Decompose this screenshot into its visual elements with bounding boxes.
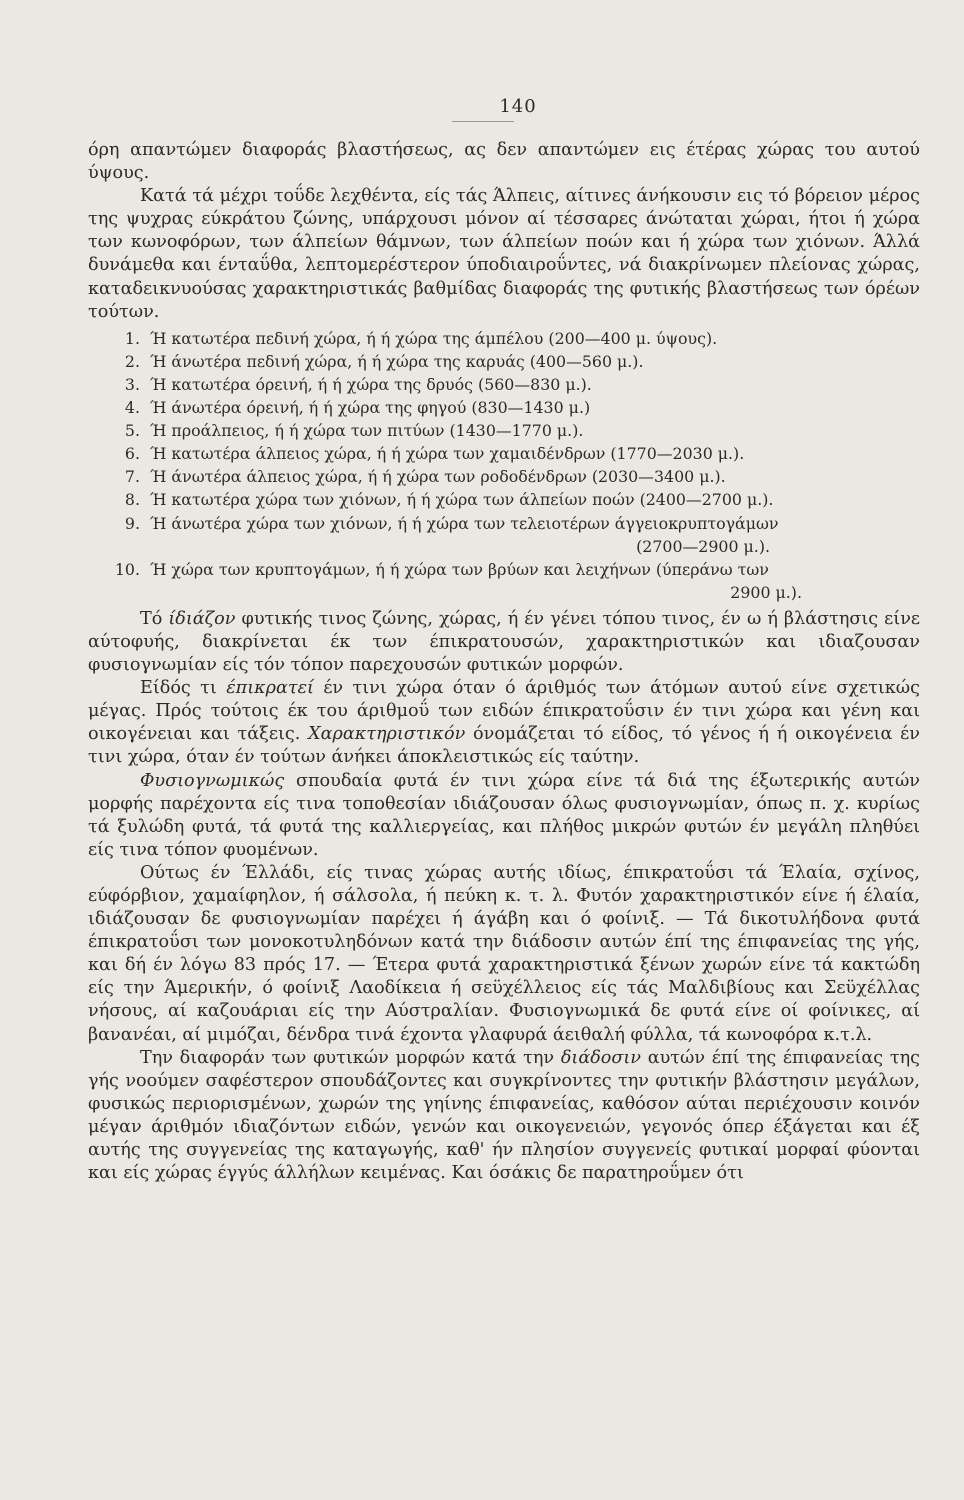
text-run: Τό [140, 608, 169, 629]
text-run: όνομάζεται τό είδος, τό γένος ή ή οικογένεια έν τινι χώρα, όταν έν τούτων άνήκει άποκλειστικώς είς ταύτην. [88, 724, 920, 768]
item-number: 7. [124, 467, 140, 487]
epikratei-paragraph [88, 677, 920, 769]
page-number: 140 [499, 96, 537, 117]
item-text: Ή κατωτέρα χώρα των χιόνων, ή ή χώρα των άλπείων ποών (2400—2700 μ.). [150, 490, 774, 510]
item-number: 10. [114, 559, 140, 579]
list-item [88, 350, 920, 373]
item-text: Ή κατωτέρα άλπειος χώρα, ή ή χώρα των χαμαιδένδρων (1770—2030 μ.). [150, 444, 745, 464]
text-run: Την διαφοράν των φυτικών μορφών κατά την [140, 1047, 561, 1068]
item-text: Ή κατωτέρα όρεινή, ή ή χώρα της δρυός (560—830 μ.). [150, 374, 592, 394]
item-range: 2900 μ.). [730, 582, 802, 602]
list-item [88, 419, 920, 442]
diadosis-paragraph [88, 1047, 920, 1186]
text-run: έν τινι χώρα όταν ό άριθμός των άτόμων αυτού είνε σχετικώς μέγας. Πρός τούτοις έκ του άριθμοΰ των ειδών έπικρατοΰσιν έν τινι χώρα και γένη και οικογένειαι και τάξεις. [88, 678, 920, 745]
item-text: Ή άνωτέρα χώρα των χιόνων, ή ή χώρα των τελειοτέρων άγγειοκρυπτογάμων [150, 513, 779, 533]
italic-term: έπικρατεί [226, 678, 314, 699]
item-number: 2. [124, 351, 140, 371]
list-item [88, 488, 920, 511]
list-item [88, 396, 920, 419]
item-number: 4. [124, 398, 140, 418]
list-item [88, 465, 920, 488]
idiazon-paragraph [88, 608, 920, 677]
item-number: 5. [124, 421, 140, 441]
list-item [88, 442, 920, 465]
item-text: Ή κατωτέρα πεδινή χώρα, ή ή χώρα της άμπέλου (200—400 μ. ύψους). [150, 328, 718, 348]
list-item [88, 512, 920, 558]
text-run: Είδός τι [140, 678, 227, 699]
text-run: φυτικής τινος ζώνης, χώρας, ή έν γένει τόπου τινος, έν ω ή βλάστησις είνε αύτοφυής, διακρίνεται έκ των έπικρατουσών, χαρακτηριστικών και ιδιαζουσαν φυσιογνωμίαν είς τόν τόπον παρεχουσών φυτικών μορφών. [88, 608, 920, 676]
item-text: Ή άνωτέρα όρεινή, ή ή χώρα της φηγού (830—1430 μ.) [150, 398, 591, 418]
item-text: Ή άνωτέρα πεδινή χώρα, ή ή χώρα της καρυάς (400—560 μ.). [150, 351, 644, 371]
item-number: 3. [124, 374, 140, 394]
header-rule [452, 121, 514, 122]
list-item [88, 373, 920, 396]
item-number: 9. [124, 513, 140, 533]
item-text: Ή άνωτέρα άλπειος χώρα, ή ή χώρα των ροδοδένδρων (2030—3400 μ.). [150, 467, 726, 487]
intro-paragraph: όρη απαντώμεν διαφοράς βλαστήσεως, ας δεν απαντώμεν εις έτέρας χώρας του αυτού ύψους. [88, 140, 920, 184]
item-number: 6. [124, 444, 140, 464]
alps-paragraph: Κατά τά μέχρι τοΰδε λεχθέντα, είς τάς Άλπεις, αίτινες άνήκουσιν εις τό βόρειον μέρος της ψυχρας εύκράτου ζώνης, υπάρχουσι μόνον αί τέσσαρες άνώταται χώραι, ήτοι ή χώρα των κωνοφόρων, των άλπείων θάμνων, των άλπείων ποών και ή χώρα των χιόνων. Άλλά δυνάμεθα και ένταΰθα, λεπτομερέστερον ύποδιαιροΰντες, νά διακρίνωμεν πλείονας χώρας, καταδεικνυούσας χαρακτηριστικάς βαθμίδας διαφοράς της φυτικής βλαστήσεως των όρέων τούτων. [88, 186, 920, 322]
italic-term: διάδοσιν [560, 1047, 642, 1068]
item-number: 1. [124, 328, 140, 348]
list-item [88, 327, 920, 350]
item-number: 8. [124, 490, 140, 510]
italic-term: ίδιάζον [168, 608, 236, 629]
text-run: σπουδαία φυτά έν τινι χώρα είνε τά διά της έξωτερικής αυτών μορφής παρέχοντα είς τινα τοποθεσίαν ιδιάζουσαν όλως φυσιογνωμίαν, όπως π. χ. κυρίως τά ξυλώδη φυτά, τά φυτά της καλλιεργείας, και πλήθος μικρών φυτών έν μεγάλη πληθύει είς τινα τόπον φυομένων. [88, 770, 920, 860]
physiognomika-paragraph [88, 770, 920, 862]
zone-list [88, 327, 920, 604]
item-text: Ή χώρα των κρυπτογάμων, ή ή χώρα των βρύων και λειχήνων (ύπεράνω των [150, 559, 769, 579]
text-run: αυτών έπί της έπιφανείας της γής νοούμεν σαφέστερον σπουδάζοντες και συγκρίνοντες την φυτικήν βλάστησιν μεγάλων, φυσικώς περιορισμένων, χωρών της γηίνης έπιφανείας, καθόσον αύται περιέχουσιν κοινόν μέγαν άριθμόν ιδιαζόντων ειδών, γενών και οικογενειών, γεγονός όπερ έξάγεται και έξ αυτής της συγγενείας της καταγωγής, καθ' ήν πλησίον συγγενείς φυτικαί μορφαί φύονται και είς χώρας έγγύς άλλήλων κειμένας. Και όσάκις δε παρατηροΰμεν ότι [88, 1047, 920, 1184]
item-text: Ή προάλπειος, ή ή χώρα των πιτύων (1430—1770 μ.). [150, 421, 584, 441]
italic-term: Φυσιογνωμικώς [140, 770, 285, 791]
hellas-paragraph: Ούτως έν Έλλάδι, είς τινας χώρας αυτής ιδίως, έπικρατοΰσι τά Έλαία, σχίνος, εύφόρβιον, χαμαίφηλον, ή σάλσολα, ή πεύκη κ. τ. λ. Φυτόν χαρακτηριστικόν είνε ή έλαία, ιδιάζουσαν δε φυσιογνωμίαν παρέχει ή άγάβη και ό φοίνιξ. — Τά δικοτυλήδονα φυτά έπικρατοΰσι των μονοκοτυληδόνων κατά την διάδοσιν αυτών έπί της έπιφανείας της γής, και δή έν λόγω 83 πρός 17. — Έτερα φυτά χαρακτηριστικά ξένων χωρών είνε τά κακτώδη είς την Άμερικήν, ό φοίνιξ Λαοδίκεια ή σεϋχέλλειος είς τάς Μαλδιβίους και Σεϋχέλλας νήσους, αί καζουάριαι είς την Αύστραλίαν. Φυσιογνωμικά δε φυτά είνε οί φοίνικες, αί βανανέαι, αί μιμόζαι, δένδρα τινά έχοντα γλαφυρά άειθαλή φύλλα, τά κωνοφόρα κ.τ.λ. [88, 862, 920, 1045]
list-item [88, 558, 920, 604]
italic-term: Χαρακτηριστικόν [308, 724, 466, 745]
item-range: (2700—2900 μ.). [636, 536, 770, 556]
